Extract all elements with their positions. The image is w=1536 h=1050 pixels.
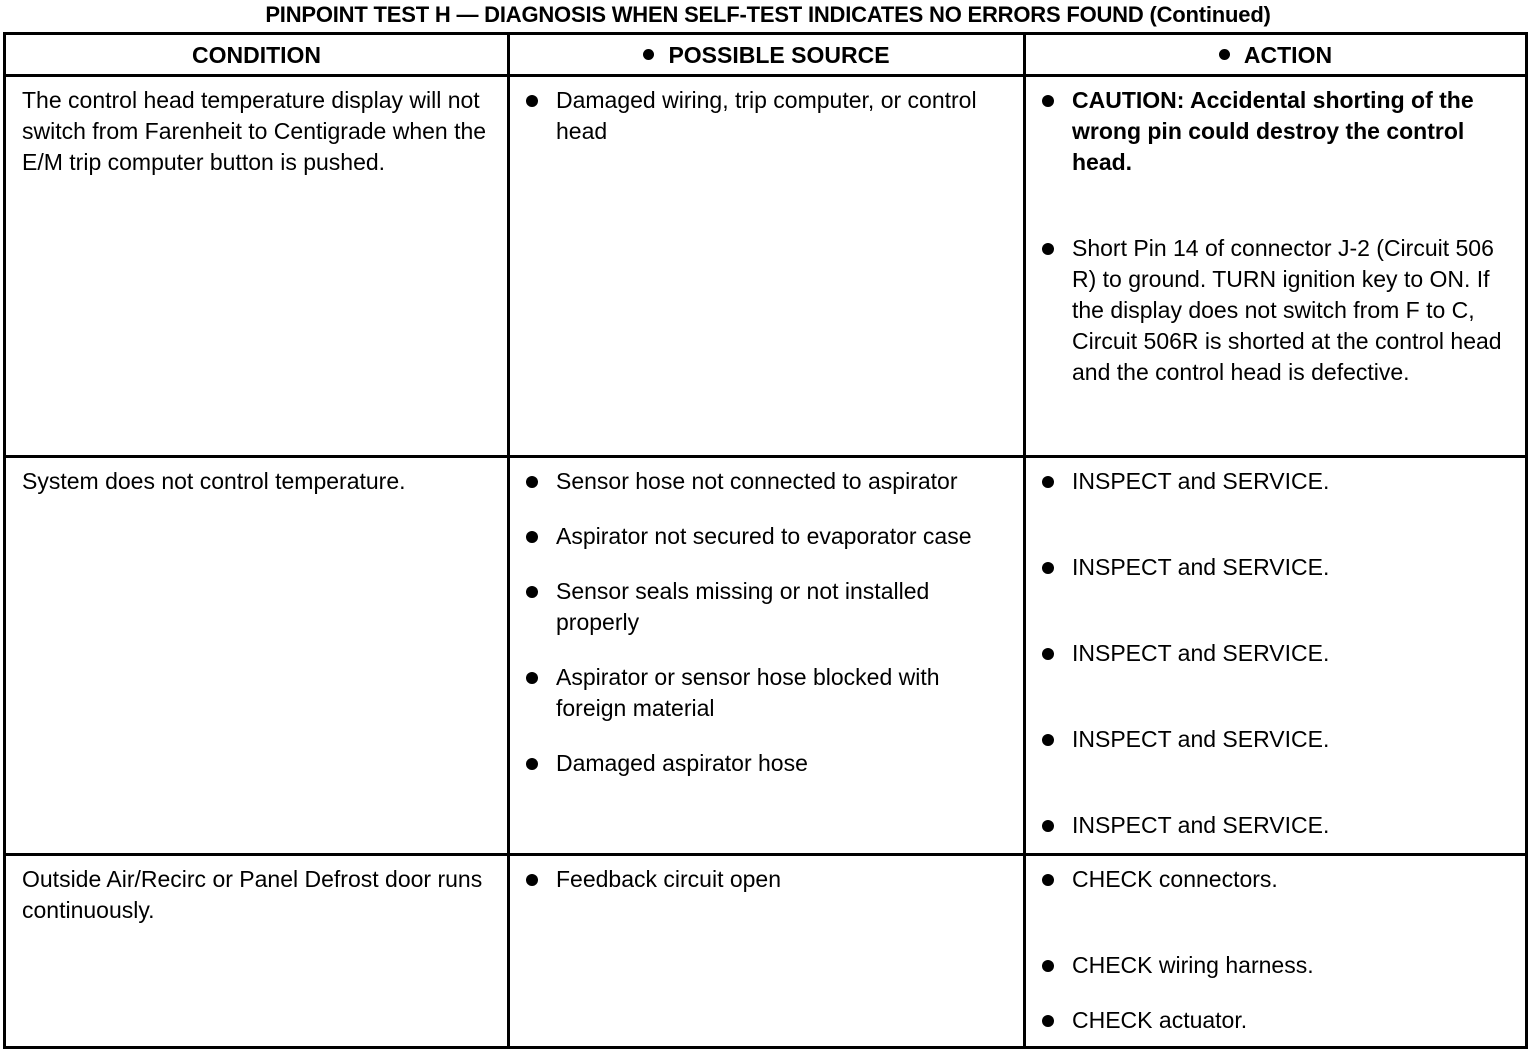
- condition-text: System does not control temperature.: [22, 468, 406, 494]
- source-text: Damaged wiring, trip computer, or control head: [556, 87, 977, 144]
- bullet-icon: [1042, 476, 1054, 488]
- action-item: [1040, 638, 1515, 669]
- bullet-icon: [1042, 243, 1054, 255]
- action-item: [1040, 552, 1515, 583]
- action-cell: [1025, 76, 1527, 457]
- action-item: [1040, 1005, 1515, 1036]
- header-possible-source-label: POSSIBLE SOURCE: [668, 41, 890, 68]
- bullet-icon: [526, 531, 538, 543]
- source-text: Sensor hose not connected to aspirator: [556, 468, 958, 494]
- header-action-label: ACTION: [1243, 41, 1333, 68]
- source-text: Damaged aspirator hose: [556, 750, 808, 776]
- bullet-icon: [1219, 49, 1230, 60]
- source-cell: [509, 76, 1025, 457]
- action-list: [1026, 856, 1525, 1036]
- source-item: [524, 85, 1013, 147]
- source-item: [524, 576, 1013, 638]
- action-text: INSPECT and SERVICE.: [1072, 554, 1330, 580]
- diagnosis-table: [3, 32, 1528, 1049]
- header-possible-source: [509, 34, 1025, 76]
- action-text: CHECK connectors.: [1072, 866, 1278, 892]
- source-cell: [509, 855, 1025, 1048]
- condition-cell: [5, 457, 509, 855]
- action-item: [1040, 864, 1515, 895]
- action-text: INSPECT and SERVICE.: [1072, 468, 1330, 494]
- source-list: [510, 856, 1023, 895]
- source-item: [524, 521, 1013, 552]
- source-list: [510, 458, 1023, 779]
- source-list: [510, 77, 1023, 147]
- bullet-icon: [1042, 960, 1054, 972]
- action-text: INSPECT and SERVICE.: [1072, 726, 1330, 752]
- table-row: [5, 76, 1527, 457]
- source-text: Feedback circuit open: [556, 866, 782, 892]
- action-text: CHECK actuator.: [1072, 1007, 1248, 1033]
- source-item: [524, 748, 1013, 779]
- bullet-icon: [526, 758, 538, 770]
- source-text: Aspirator not secured to evaporator case: [556, 523, 972, 549]
- bullet-icon: [526, 586, 538, 598]
- bullet-icon: [526, 476, 538, 488]
- header-condition-label: CONDITION: [191, 41, 322, 68]
- source-item: [524, 466, 1013, 497]
- action-text: CHECK wiring harness.: [1072, 952, 1314, 978]
- bullet-icon: [526, 95, 538, 107]
- bullet-icon: [1042, 95, 1054, 107]
- bullet-icon: [526, 874, 538, 886]
- source-text: Aspirator or sensor hose blocked with foreign material: [556, 664, 940, 721]
- header-action: [1025, 34, 1527, 76]
- source-cell: [509, 457, 1025, 855]
- condition-text: The control head temperature display will not switch from Farenheit to Centigrade when the E/M trip computer button is pushed.: [22, 87, 487, 175]
- action-item: [1040, 810, 1515, 841]
- caution-text: CAUTION: Accidental shorting of the wrong pin could destroy the control head.: [1072, 87, 1474, 175]
- action-item: [1040, 466, 1515, 497]
- action-cell: [1025, 855, 1527, 1048]
- source-text: Sensor seals missing or not installed properly: [556, 578, 930, 635]
- action-text: INSPECT and SERVICE.: [1072, 812, 1330, 838]
- table-row: [5, 457, 1527, 855]
- bullet-icon: [526, 672, 538, 684]
- bullet-icon: [1042, 734, 1054, 746]
- action-item: [1040, 950, 1515, 981]
- source-item: [524, 864, 1013, 895]
- condition-cell: [5, 855, 509, 1048]
- action-text: Short Pin 14 of connector J-2 (Circuit 506 R) to ground. TURN ignition key to ON. If the display does not switch from F to C, Circuit 506R is shorted at the control head and the control head is defective.: [1072, 235, 1502, 385]
- header-condition: [5, 34, 509, 76]
- condition-text: Outside Air/Recirc or Panel Defrost door runs continuously.: [22, 866, 483, 923]
- bullet-icon: [1042, 820, 1054, 832]
- action-cell: [1025, 457, 1527, 855]
- page-title: PINPOINT TEST H — DIAGNOSIS WHEN SELF-TEST INDICATES NO ERRORS FOUND (Continued): [265, 2, 1271, 27]
- condition-cell: [5, 76, 509, 457]
- bullet-icon: [1042, 562, 1054, 574]
- action-list: [1026, 77, 1525, 388]
- bullet-icon: [1042, 648, 1054, 660]
- bullet-icon: [1042, 1015, 1054, 1027]
- action-item: [1040, 724, 1515, 755]
- source-item: [524, 662, 1013, 724]
- table-row: [5, 855, 1527, 1048]
- bullet-icon: [1042, 874, 1054, 886]
- action-list: [1026, 458, 1525, 841]
- bullet-icon: [643, 49, 654, 60]
- action-text: INSPECT and SERVICE.: [1072, 640, 1330, 666]
- action-item: [1040, 233, 1515, 388]
- table-header-row: [5, 34, 1527, 76]
- caution-item: [1040, 85, 1515, 178]
